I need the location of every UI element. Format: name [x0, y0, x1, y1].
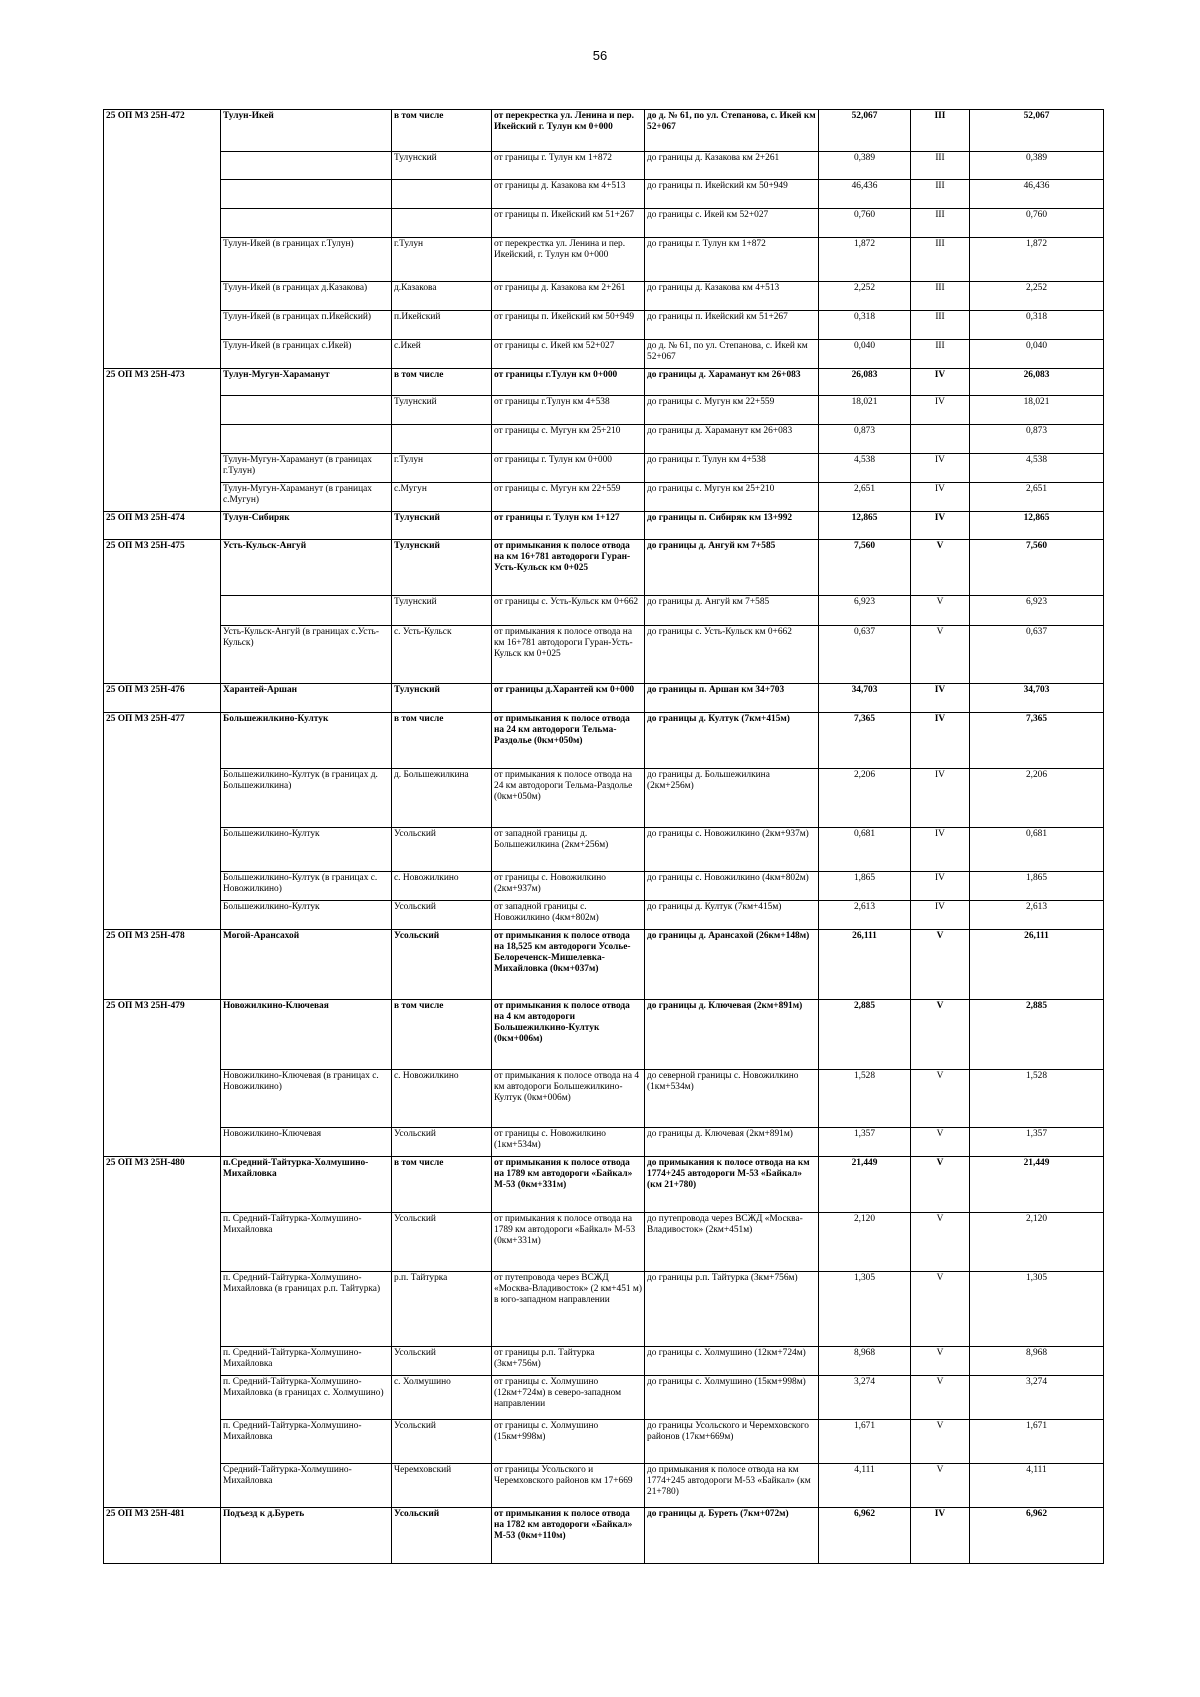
total-length-cell: 7,365 [970, 713, 1104, 769]
segment-start-cell: от примыкания к полосе отвода на 1789 км автодороги «Байкал» М-53 (0км+331м) [492, 1157, 645, 1213]
table-row [104, 713, 1104, 769]
road-name-cell: Средний-Тайтурка-Холмушино-Михайловка [221, 1464, 392, 1508]
segment-start-cell: от границы г. Тулун км 1+872 [492, 152, 645, 180]
category-cell: V [911, 1000, 970, 1070]
table-row [104, 1272, 1104, 1347]
total-length-cell: 1,865 [970, 872, 1104, 901]
road-name-cell: п. Средний-Тайтурка-Холмушино-Михайловка [221, 1420, 392, 1464]
road-name-cell: Могой-Арансахой [221, 930, 392, 1000]
category-cell: V [911, 1157, 970, 1213]
segment-start-cell: от границы р.п. Тайтурка (3км+756м) [492, 1347, 645, 1376]
segment-start-cell: от границы г.Тулун км 4+538 [492, 396, 645, 425]
length-cell: 1,528 [819, 1070, 911, 1128]
table-row [104, 1128, 1104, 1157]
road-name-cell: Большежилкино-Култук [221, 901, 392, 930]
road-name-cell: Тулун-Икей (в границах с.Икей) [221, 340, 392, 369]
length-cell: 1,872 [819, 238, 911, 282]
road-name-cell: Харантей-Аршан [221, 684, 392, 713]
road-name-cell: Усть-Кульск-Ангуй (в границах с.Усть-Кульск) [221, 626, 392, 684]
segment-end-cell: до границы п. Икейский км 50+949 [645, 180, 819, 209]
road-code-cell: 25 ОП МЗ 25Н-473 [104, 369, 221, 512]
segment-start-cell: от западной границы с. Новожилкино (4км+802м) [492, 901, 645, 930]
segment-start-cell: от перекрестка ул. Ленина и пер. Икейский г. Тулун км 0+000 [492, 110, 645, 152]
district-cell: Усольский [392, 930, 492, 1000]
road-name-cell: п.Средний-Тайтурка-Холмушино-Михайловка [221, 1157, 392, 1213]
total-length-cell: 0,040 [970, 340, 1104, 369]
total-length-cell: 6,962 [970, 1508, 1104, 1564]
road-name-cell: Тулун-Мугун-Хараманут [221, 369, 392, 396]
table-row [104, 483, 1104, 512]
district-cell: с. Холмушино [392, 1376, 492, 1420]
district-cell: Усольский [392, 1347, 492, 1376]
segment-end-cell: до границы д. Култук (7км+415м) [645, 713, 819, 769]
table-row [104, 311, 1104, 340]
length-cell: 0,873 [819, 425, 911, 454]
table-row [104, 901, 1104, 930]
road-name-cell: Новожилкино-Ключевая [221, 1128, 392, 1157]
category-cell [911, 425, 970, 454]
total-length-cell: 2,120 [970, 1213, 1104, 1272]
total-length-cell: 2,885 [970, 1000, 1104, 1070]
length-cell: 0,040 [819, 340, 911, 369]
segment-start-cell: от границы с. Икей км 52+027 [492, 340, 645, 369]
segment-start-cell: от примыкания к полосе отвода на 1782 км автодороги «Байкал» М-53 (0км+110м) [492, 1508, 645, 1564]
total-length-cell: 0,760 [970, 209, 1104, 238]
district-cell: с. Новожилкино [392, 1070, 492, 1128]
length-cell: 18,021 [819, 396, 911, 425]
district-cell: с. Новожилкино [392, 872, 492, 901]
table-row [104, 152, 1104, 180]
length-cell: 0,637 [819, 626, 911, 684]
total-length-cell: 46,436 [970, 180, 1104, 209]
segment-start-cell: от перекрестка ул. Ленина и пер. Икейский, г. Тулун км 0+000 [492, 238, 645, 282]
total-length-cell: 4,111 [970, 1464, 1104, 1508]
total-length-cell: 12,865 [970, 512, 1104, 540]
segment-start-cell: от границы д. Казакова км 2+261 [492, 282, 645, 311]
category-cell: V [911, 1420, 970, 1464]
length-cell: 6,962 [819, 1508, 911, 1564]
segment-start-cell: от примыкания к полосе отвода на 4 км автодороги Большежилкино-Култук (0км+006м) [492, 1070, 645, 1128]
segment-end-cell: до границы д. Ключевая (2км+891м) [645, 1128, 819, 1157]
road-name-cell: Большежилкино-Култук (в границах д. Большежилкина) [221, 769, 392, 828]
segment-start-cell: от границы с. Новожилкино (1км+534м) [492, 1128, 645, 1157]
segment-start-cell: от примыкания к полосе отвода на 24 км автодороги Тельма-Раздолье (0км+050м) [492, 769, 645, 828]
table-row [104, 1347, 1104, 1376]
district-cell: Тулунский [392, 152, 492, 180]
road-name-cell: Тулун-Икей [221, 110, 392, 152]
category-cell: V [911, 626, 970, 684]
segment-end-cell: до границы д. Казакова км 4+513 [645, 282, 819, 311]
road-name-cell: п. Средний-Тайтурка-Холмушино-Михайловка [221, 1347, 392, 1376]
roads-table-body [104, 110, 1104, 1564]
district-cell: с. Усть-Кульск [392, 626, 492, 684]
category-cell: V [911, 1213, 970, 1272]
total-length-cell: 26,083 [970, 369, 1104, 396]
category-cell: IV [911, 713, 970, 769]
district-cell: Усольский [392, 1508, 492, 1564]
table-row [104, 684, 1104, 713]
length-cell: 2,651 [819, 483, 911, 512]
segment-end-cell: до границы с. Икей км 52+027 [645, 209, 819, 238]
length-cell: 12,865 [819, 512, 911, 540]
total-length-cell: 8,968 [970, 1347, 1104, 1376]
table-row [104, 340, 1104, 369]
page-number: 56 [592, 48, 608, 63]
segment-start-cell: от границы с. Мугун км 25+210 [492, 425, 645, 454]
length-cell: 2,613 [819, 901, 911, 930]
road-code-cell: 25 ОП МЗ 25Н-474 [104, 512, 221, 540]
roads-table [103, 109, 1104, 1564]
road-code-cell: 25 ОП МЗ 25Н-475 [104, 540, 221, 684]
road-code-cell: 25 ОП МЗ 25Н-478 [104, 930, 221, 1000]
segment-end-cell: до границы д. Буреть (7км+072м) [645, 1508, 819, 1564]
total-length-cell: 0,637 [970, 626, 1104, 684]
road-name-cell [221, 180, 392, 209]
segment-start-cell: от примыкания к полосе отвода на 24 км автодороги Тельма-Раздолье (0км+050м) [492, 713, 645, 769]
table-row [104, 1376, 1104, 1420]
table-row [104, 1213, 1104, 1272]
total-length-cell: 3,274 [970, 1376, 1104, 1420]
district-cell: Тулунский [392, 540, 492, 596]
district-cell: в том числе [392, 110, 492, 152]
road-name-cell: п. Средний-Тайтурка-Холмушино-Михайловка (в границах р.п. Тайтурка) [221, 1272, 392, 1347]
category-cell: IV [911, 369, 970, 396]
total-length-cell: 21,449 [970, 1157, 1104, 1213]
length-cell: 46,436 [819, 180, 911, 209]
category-cell: V [911, 930, 970, 1000]
length-cell: 1,305 [819, 1272, 911, 1347]
road-name-cell: Новожилкино-Ключевая [221, 1000, 392, 1070]
road-name-cell: Подъезд к д.Буреть [221, 1508, 392, 1564]
road-code-cell: 25 ОП МЗ 25Н-480 [104, 1157, 221, 1508]
district-cell: р.п. Тайтурка [392, 1272, 492, 1347]
segment-end-cell: до примыкания к полосе отвода на км 1774+245 автодороги М-53 «Байкал» (км 21+780) [645, 1157, 819, 1213]
category-cell: IV [911, 396, 970, 425]
segment-end-cell: до границы г. Тулун км 4+538 [645, 454, 819, 483]
length-cell: 52,067 [819, 110, 911, 152]
table-row [104, 180, 1104, 209]
segment-start-cell: от границы г.Тулун км 0+000 [492, 369, 645, 396]
total-length-cell: 2,651 [970, 483, 1104, 512]
total-length-cell: 0,389 [970, 152, 1104, 180]
total-length-cell: 0,681 [970, 828, 1104, 872]
segment-start-cell: от границы с. Холмушино (12км+724м) в северо-западном направлении [492, 1376, 645, 1420]
table-row [104, 1157, 1104, 1213]
district-cell: Усольский [392, 1213, 492, 1272]
category-cell: V [911, 1070, 970, 1128]
road-name-cell [221, 209, 392, 238]
table-row [104, 396, 1104, 425]
segment-start-cell: от границы д.Харантей км 0+000 [492, 684, 645, 713]
category-cell: III [911, 209, 970, 238]
district-cell: с.Мугун [392, 483, 492, 512]
total-length-cell: 1,357 [970, 1128, 1104, 1157]
table-row [104, 425, 1104, 454]
category-cell: IV [911, 1508, 970, 1564]
district-cell [392, 209, 492, 238]
district-cell: Усольский [392, 1128, 492, 1157]
table-row [104, 209, 1104, 238]
segment-end-cell: до границы д. Арансахой (26км+148м) [645, 930, 819, 1000]
district-cell [392, 180, 492, 209]
segment-end-cell: до границы Усольского и Черемховского районов (17км+669м) [645, 1420, 819, 1464]
segment-end-cell: до границы п. Аршан км 34+703 [645, 684, 819, 713]
table-row [104, 540, 1104, 596]
total-length-cell: 1,872 [970, 238, 1104, 282]
road-name-cell: Тулун-Икей (в границах г.Тулун) [221, 238, 392, 282]
table-row [104, 769, 1104, 828]
category-cell: III [911, 110, 970, 152]
segment-end-cell: до границы п. Икейский км 51+267 [645, 311, 819, 340]
road-name-cell: п. Средний-Тайтурка-Холмушино-Михайловка [221, 1213, 392, 1272]
table-row [104, 1420, 1104, 1464]
total-length-cell: 2,252 [970, 282, 1104, 311]
length-cell: 4,111 [819, 1464, 911, 1508]
category-cell: IV [911, 901, 970, 930]
length-cell: 6,923 [819, 596, 911, 626]
segment-start-cell: от границы г. Тулун км 0+000 [492, 454, 645, 483]
category-cell: V [911, 1272, 970, 1347]
segment-end-cell: до д. № 61, по ул. Степанова, с. Икей км 52+067 [645, 340, 819, 369]
road-name-cell: Усть-Кульск-Ангуй [221, 540, 392, 596]
segment-start-cell: от примыкания к полосе отвода на 18,525 км автодороги Усолье-Белореченск-Мишелевка-Михайловка (0км+037м) [492, 930, 645, 1000]
length-cell: 26,111 [819, 930, 911, 1000]
total-length-cell: 1,528 [970, 1070, 1104, 1128]
total-length-cell: 2,206 [970, 769, 1104, 828]
segment-start-cell: от границы с. Холмушино (15км+998м) [492, 1420, 645, 1464]
segment-start-cell: от границы д. Казакова км 4+513 [492, 180, 645, 209]
total-length-cell: 52,067 [970, 110, 1104, 152]
total-length-cell: 26,111 [970, 930, 1104, 1000]
segment-end-cell: до границы с. Холмушино (12км+724м) [645, 1347, 819, 1376]
category-cell: III [911, 238, 970, 282]
table-row [104, 828, 1104, 872]
category-cell: IV [911, 828, 970, 872]
category-cell: IV [911, 769, 970, 828]
length-cell: 0,389 [819, 152, 911, 180]
segment-start-cell: от примыкания к полосе отвода на 4 км автодороги Большежилкино-Култук (0км+006м) [492, 1000, 645, 1070]
district-cell: д. Большежилкина [392, 769, 492, 828]
road-name-cell: Тулун-Икей (в границах п.Икейский) [221, 311, 392, 340]
segment-end-cell: до границы с. Усть-Кульск км 0+662 [645, 626, 819, 684]
table-row [104, 238, 1104, 282]
road-name-cell: Большежилкино-Култук [221, 828, 392, 872]
category-cell: III [911, 282, 970, 311]
road-code-cell: 25 ОП МЗ 25Н-481 [104, 1508, 221, 1564]
total-length-cell: 34,703 [970, 684, 1104, 713]
segment-end-cell: до границы г. Тулун км 1+872 [645, 238, 819, 282]
total-length-cell: 0,873 [970, 425, 1104, 454]
segment-start-cell: от границы с. Усть-Кульск км 0+662 [492, 596, 645, 626]
segment-end-cell: до границы с. Мугун км 25+210 [645, 483, 819, 512]
district-cell: в том числе [392, 713, 492, 769]
length-cell: 1,671 [819, 1420, 911, 1464]
category-cell: III [911, 152, 970, 180]
total-length-cell: 0,318 [970, 311, 1104, 340]
segment-start-cell: от путепровода через ВСЖД «Москва-Владивосток» (2 км+451 м) в юго-западном направлении [492, 1272, 645, 1347]
length-cell: 7,560 [819, 540, 911, 596]
road-name-cell: Большежилкино-Култук (в границах с. Новожилкино) [221, 872, 392, 901]
district-cell: Тулунский [392, 684, 492, 713]
segment-end-cell: до примыкания к полосе отвода на км 1774+245 автодороги М-53 «Байкал» (км 21+780) [645, 1464, 819, 1508]
segment-end-cell: до границы п. Сибиряк км 13+992 [645, 512, 819, 540]
segment-start-cell: от примыкания к полосе отвода на 1789 км автодороги «Байкал» М-53 (0км+331м) [492, 1213, 645, 1272]
segment-end-cell: до границы д. Култук (7км+415м) [645, 901, 819, 930]
category-cell: V [911, 1464, 970, 1508]
category-cell: IV [911, 512, 970, 540]
segment-end-cell: до границы д. Хараманут км 26+083 [645, 369, 819, 396]
road-name-cell: Тулун-Мугун-Хараманут (в границах с.Мугун) [221, 483, 392, 512]
table-row [104, 930, 1104, 1000]
table-row [104, 512, 1104, 540]
road-name-cell [221, 596, 392, 626]
road-name-cell [221, 396, 392, 425]
district-cell: в том числе [392, 369, 492, 396]
segment-start-cell: от границы Усольского и Черемховского районов км 17+669 [492, 1464, 645, 1508]
category-cell: IV [911, 454, 970, 483]
table-row [104, 596, 1104, 626]
segment-end-cell: до границы с. Новожилкино (2км+937м) [645, 828, 819, 872]
category-cell: V [911, 540, 970, 596]
length-cell: 0,760 [819, 209, 911, 238]
category-cell: V [911, 596, 970, 626]
district-cell: д.Казакова [392, 282, 492, 311]
district-cell: Черемховский [392, 1464, 492, 1508]
segment-start-cell: от примыкания к полосе отвода на км 16+781 автодороги Гуран-Усть-Кульск км 0+025 [492, 540, 645, 596]
length-cell: 2,252 [819, 282, 911, 311]
road-code-cell: 25 ОП МЗ 25Н-477 [104, 713, 221, 930]
length-cell: 4,538 [819, 454, 911, 483]
category-cell: III [911, 340, 970, 369]
table-row [104, 1464, 1104, 1508]
district-cell: в том числе [392, 1000, 492, 1070]
length-cell: 0,681 [819, 828, 911, 872]
total-length-cell: 1,671 [970, 1420, 1104, 1464]
road-name-cell [221, 152, 392, 180]
total-length-cell: 1,305 [970, 1272, 1104, 1347]
length-cell: 7,365 [819, 713, 911, 769]
segment-end-cell: до д. № 61, по ул. Степанова, с. Икей км 52+067 [645, 110, 819, 152]
category-cell: IV [911, 872, 970, 901]
district-cell: с.Икей [392, 340, 492, 369]
length-cell: 2,206 [819, 769, 911, 828]
category-cell: IV [911, 483, 970, 512]
segment-end-cell: до границы с. Мугун км 22+559 [645, 396, 819, 425]
district-cell: Тулунский [392, 396, 492, 425]
length-cell: 8,968 [819, 1347, 911, 1376]
road-name-cell: Большежилкино-Култук [221, 713, 392, 769]
district-cell: Усольский [392, 828, 492, 872]
segment-end-cell: до границы р.п. Тайтурка (3км+756м) [645, 1272, 819, 1347]
road-name-cell [221, 425, 392, 454]
table-row [104, 110, 1104, 152]
total-length-cell: 7,560 [970, 540, 1104, 596]
road-code-cell: 25 ОП МЗ 25Н-476 [104, 684, 221, 713]
district-cell: Усольский [392, 1420, 492, 1464]
length-cell: 1,357 [819, 1128, 911, 1157]
table-row [104, 282, 1104, 311]
total-length-cell: 18,021 [970, 396, 1104, 425]
length-cell: 0,318 [819, 311, 911, 340]
length-cell: 3,274 [819, 1376, 911, 1420]
length-cell: 26,083 [819, 369, 911, 396]
segment-end-cell: до границы с. Новожилкино (4км+802м) [645, 872, 819, 901]
segment-start-cell: от границы п. Икейский км 50+949 [492, 311, 645, 340]
segment-end-cell: до границы д. Ангуй км 7+585 [645, 596, 819, 626]
table-row [104, 872, 1104, 901]
district-cell: п.Икейский [392, 311, 492, 340]
district-cell: в том числе [392, 1157, 492, 1213]
segment-end-cell: до границы д. Ангуй км 7+585 [645, 540, 819, 596]
table-row [104, 369, 1104, 396]
length-cell: 2,885 [819, 1000, 911, 1070]
segment-end-cell: до границы д. Большежилкина (2км+256м) [645, 769, 819, 828]
length-cell: 1,865 [819, 872, 911, 901]
table-row [104, 1508, 1104, 1564]
district-cell: Тулунский [392, 596, 492, 626]
road-code-cell: 25 ОП МЗ 25Н-479 [104, 1000, 221, 1157]
table-row [104, 626, 1104, 684]
road-name-cell: Новожилкино-Ключевая (в границах с. Новожилкино) [221, 1070, 392, 1128]
total-length-cell: 6,923 [970, 596, 1104, 626]
category-cell: IV [911, 684, 970, 713]
table-row [104, 1070, 1104, 1128]
total-length-cell: 4,538 [970, 454, 1104, 483]
segment-end-cell: до путепровода через ВСЖД «Москва-Владивосток» (2км+451м) [645, 1213, 819, 1272]
total-length-cell: 2,613 [970, 901, 1104, 930]
segment-end-cell: до границы д. Ключевая (2км+891м) [645, 1000, 819, 1070]
category-cell: III [911, 180, 970, 209]
segment-end-cell: до границы д. Хараманут км 26+083 [645, 425, 819, 454]
road-code-cell: 25 ОП МЗ 25Н-472 [104, 110, 221, 369]
segment-start-cell: от границы п. Икейский км 51+267 [492, 209, 645, 238]
category-cell: III [911, 311, 970, 340]
road-name-cell: п. Средний-Тайтурка-Холмушино-Михайловка (в границах с. Холмушино) [221, 1376, 392, 1420]
segment-start-cell: от западной границы д. Большежилкина (2км+256м) [492, 828, 645, 872]
category-cell: V [911, 1347, 970, 1376]
category-cell: V [911, 1128, 970, 1157]
length-cell: 21,449 [819, 1157, 911, 1213]
length-cell: 2,120 [819, 1213, 911, 1272]
table-row [104, 454, 1104, 483]
segment-start-cell: от границы с. Новожилкино (2км+937м) [492, 872, 645, 901]
segment-end-cell: до северной границы с. Новожилкино (1км+534м) [645, 1070, 819, 1128]
segment-end-cell: до границы с. Холмушино (15км+998м) [645, 1376, 819, 1420]
segment-start-cell: от границы с. Мугун км 22+559 [492, 483, 645, 512]
table-row [104, 1000, 1104, 1070]
district-cell [392, 425, 492, 454]
district-cell: Тулунский [392, 512, 492, 540]
category-cell: V [911, 1376, 970, 1420]
district-cell: г.Тулун [392, 238, 492, 282]
segment-end-cell: до границы д. Казакова км 2+261 [645, 152, 819, 180]
road-name-cell: Тулун-Мугун-Хараманут (в границах г.Тулун) [221, 454, 392, 483]
district-cell: Усольский [392, 901, 492, 930]
road-name-cell: Тулун-Икей (в границах д.Казакова) [221, 282, 392, 311]
length-cell: 34,703 [819, 684, 911, 713]
segment-start-cell: от примыкания к полосе отвода на км 16+781 автодороги Гуран-Усть-Кульск км 0+025 [492, 626, 645, 684]
road-name-cell: Тулун-Сибиряк [221, 512, 392, 540]
segment-start-cell: от границы г. Тулун км 1+127 [492, 512, 645, 540]
district-cell: г.Тулун [392, 454, 492, 483]
